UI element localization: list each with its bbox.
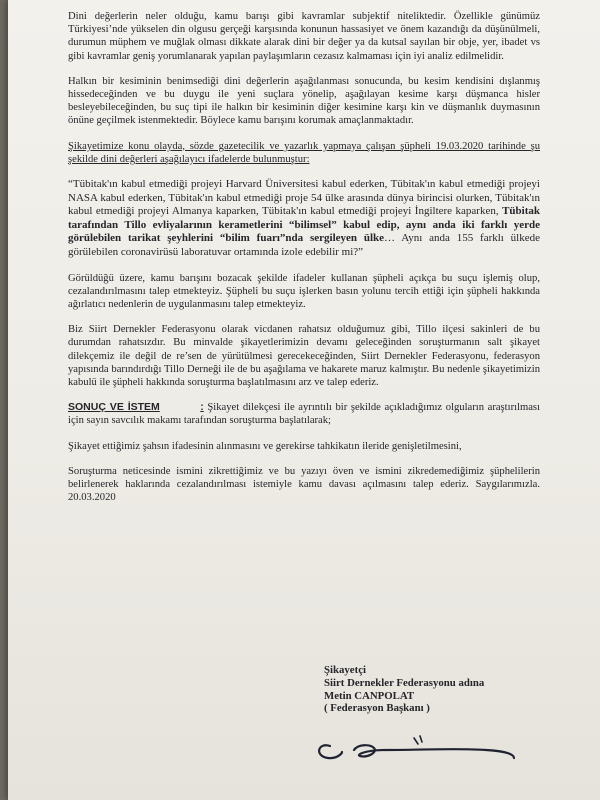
paragraph-7: Şikayet ettiğimiz şahsın ifadesinin alınmasını ve gerekirse tahkikatın ileride genişletilmesini,	[68, 440, 462, 452]
signer-role: Şikayetçi	[324, 664, 366, 676]
quote-paragraph	[68, 178, 540, 260]
handwritten-signature	[308, 720, 548, 770]
paragraph-sonuc	[68, 401, 540, 427]
paragraph-2: Halkın bir kesiminin benimsediği dini değerlerin aşağılanması sonucunda, bu kesim kendisini dışlanmış hissedeceğinden ve bu duygu ile yeni suçlara yönelip, aşağılayan kesime karşı düşmanca hisler besleyebileceğinden, bu suç tipi ile halkın bir kesiminin diğer kesimine karşı kin ve düşmanlık duymasının önüne geçilmek istenmektedir. Böylece kamu barışını korumak amaçlanmaktadır.	[68, 75, 540, 127]
paragraph-3: Şikayetimize konu olayda, sözde gazetecilik ve yazarlık yapmaya çalışan şüpheli 19.03.2020 tarihinde şu şekilde dini değerleri aşağılayıcı ifadelerde bulunmuştur:	[68, 140, 540, 165]
paragraph-8: Soruşturma neticesinde ismini zikrettiğimiz ve bu yazıyı öven ve ismini zikredemediğimiz şüphelilerin belirlenerek haklarında cezalandırılması istemiyle kamu davası açılmasını talep ederiz. Saygılarımızla. 20.03.2020	[68, 465, 540, 504]
document-body	[68, 10, 540, 516]
signature-block	[324, 664, 484, 715]
sonuc-colon: :	[200, 401, 204, 414]
signer-org: Siirt Dernekler Federasyonu adına	[324, 676, 485, 689]
quote-part-1: “Tübitak'ın kabul etmediği projeyi Harvard Üniversitesi kabul ederken, Tübitak'ın kabul etmediği projeyi NASA kabul ederken, Tübitak'ın kabul etmediği proje 54 ülke arasında dünya birincisi olurken, Tübitak'ın kabul etmediği projeyi Almanya kaparken, Tübitak'ın kabul etmediği projeyi İngiltere kaparken,	[68, 178, 540, 218]
paragraph-1: Dini değerlerin neler olduğu, kamu barışı gibi kavramlar subjektif niteliktedir. Özellikle günümüz Türkiyesi’nde yükselen din olgusu gerçeği karşısında konunun hassasiyet ve önem kazandığı da düşünülmeli, durumun müphem ve muğlak olması dikkate alarak dini bir değer ya da kutsal sayılan bir obje, yer, ibadet vs gibi kavramlar geniş yorumlanarak yapılan paylaşımların cezasız kalmaması için iyi analiz edilmelidir.	[68, 11, 540, 62]
quote-part-2: … Aynı anda 155 farklı ülkede görülebilen coronavirüsü laboratuvar ortamında izole edebilir mi?”	[68, 232, 541, 258]
paragraph-4: Görüldüğü üzere, kamu barışını bozacak şekilde ifadeler kullanan şüpheli açıkça bu suçu işlemiş olup, cezalandırılmasını talep etmekteyiz. Şüpheli bu suçu işlerken basın yolunu tercih ettiği için şüpheli hakkında ağırlatıcı nedenlerin de uygulanmasını talep etmekteyiz.	[68, 272, 540, 310]
paragraph-5: Biz Siirt Dernekler Federasyonu olarak vicdanen rahatsız olduğumuz gibi, Tillo ilçesi sakinleri de bu durumdan rahatsızdır. Bu minvalde şikayetlerimizin devamı geleceğinden soruşturmanın salt şikayet dilekçemiz ile değil de re’sen de yürütülmesi gerecekeceğinden, Siirt Dernekler Federasyonu, federasyon yapısında barındırdığı Tillo Derneği ile de bu aşağılama ve hakarete maruz kalmıştır. Bu nedenle şikayetimizin kabulü ile şüpheli hakkında soruşturma başlatılmasını arz ve talep ederiz.	[68, 324, 540, 389]
quote-bold: Tübitak tarafından Tillo evliyalarının kerametlerini “bilimsel” kabul edip, aynı anda iki farklı yerde görülebilen tarikat şeyhlerini “bilim fuarı”nda sergileyen ülke	[68, 205, 540, 245]
signer-title: ( Federasyon Başkanı )	[324, 702, 430, 715]
signer-name: Metin CANPOLAT	[324, 689, 415, 702]
sonuc-text: Şikayet dilekçesi ile ayrıntılı bir şekilde açıkladığımız olguların araştırılması için sayın savcılık makamı tarafından soruşturma başlatılarak;	[68, 402, 540, 427]
document-page	[8, 0, 600, 800]
sonuc-heading: SONUÇ VE İSTEM	[68, 401, 160, 414]
